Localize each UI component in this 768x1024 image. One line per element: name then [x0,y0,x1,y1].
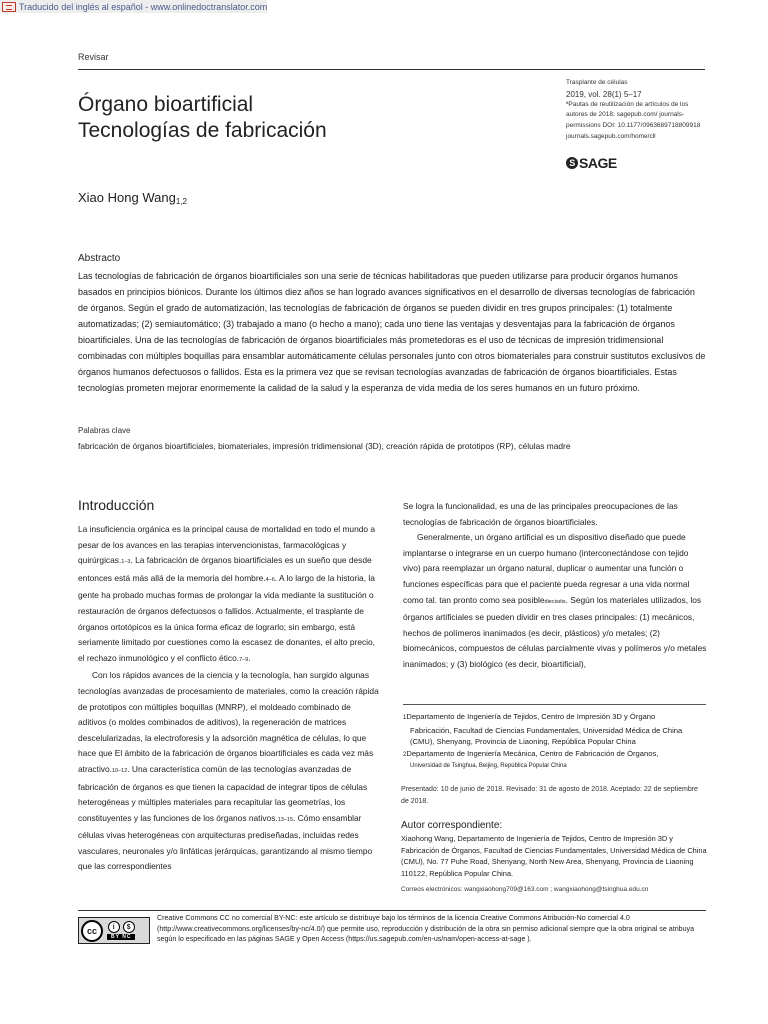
intro-p4-text-b: . Según los materiales utilizados, los órganos artificiales se pueden dividir en tres clases principales: (1) mecánicos, hechos de polímeros inanimados (es decir, plásticos) y/o metales; (2) biomecánicos, compuestos de células parcialmente vivas y polímeros y/o metales inanimados; y (3) biológico (es decir, bioartificial), [403,594,707,669]
citation-ref[interactable]: 7–9 [239,656,249,663]
intro-paragraph-4 [403,530,707,672]
author-name: Xiao Hong Wang [78,190,176,205]
correspondence-emails[interactable]: Correos electrónicos: wangxiaohong709@163.com ; wangxiaohong@tsinghua.edu.cn [401,886,649,893]
author-line [78,190,187,205]
intro-paragraph-1 [78,522,380,668]
intro-p2-text-b: . Una característica común de las tecnologías avanzadas de fabricación de órganos es que tienen la capacidad de integrar tipos de células heterogéneas y múltiples materiales para recapitular las geometrías, los constituyentes y las funciones de los órganos nativos. [78,763,368,823]
cc-license-icons [107,921,135,940]
author-affiliation-marks: 1,2 [175,197,187,206]
journal-metadata [566,78,706,143]
attribution-icon: i [108,921,120,933]
affiliation-2 [403,748,707,762]
sage-logo-icon: S [566,157,578,169]
intro-paragraph-2 [78,668,380,875]
cc-icon: cc [81,920,103,942]
intro-p1-text-a: La insuficiencia orgánica es la principal causa de mortalidad en todo el mundo a pesar de los avances en las terapias intervencionistas, farmacológicas y quirúrgicas. [78,524,376,566]
affiliation-2-number: 2 [403,751,407,758]
license-text: Creative Commons CC no comercial BY-NC: este artículo se distribuye bajo los términos de la licencia Creative Commons Atribución-No comercial 4.0 (http://www.creativecommons.org/licenses/by-nc/4.0/) que permite uso, reproducción y distribución de la obra sin permiso adicional siempre que la obra original se atribuya según lo especificado en las páginas SAGE y Open Access (https://us.sagepub.com/en-us/nam/open-access-at-sage ). [157,914,695,943]
abstract-text: Las tecnologías de fabricación de órganos bioartificiales son una serie de técnicas habilitadoras que pueden utilizarse para producir órganos humanos basados en principios biónicos. Durante los últimos diez años se han logrado avances significativos en el desarrollo de diversas tecnologías de fabricación de órganos. Según el grado de automatización, las tecnologías de fabricación de órganos se pueden dividir en tres grupos principales: (1) totalmente automatizadas; (2) semiautomático; (3) trabajado a mano (o hecho a mano); cada uno tiene las ventajas y desventajas para la fabricación de órganos bioartificiales. Una de las tecnologías de fabricación de órganos bioartificiales más prometedoras es el uso de técnicas de impresión tridimensional combinadas con múltiples boquillas para ensamblar automáticamente células personales junto con otros biomateriales para construir sustitutos exclusivos de órganos humanos defectuosos o fallidos. Esta es la primera vez que se revisan tecnologías avanzadas de fabricación de órganos bioartificiales. Estas tecnologías prometen mejorar enormemente la calidad de la salud y la esperanza de vida media de los seres humanos en un futuro próximo. [78,271,706,393]
journal-rights: ªPautas de reutilización de artículos de los autores de 2018: sagepub.com/ journals-permissions DOI: 10.1177/0963689718809918 journals.sagepub.com/home/cll [566,100,701,140]
journal-volume: 2019, vol. 28(1) 5–17 [566,89,642,99]
cc-license-label: BY NC [107,934,135,940]
abstract-heading: Abstracto [78,253,121,264]
top-divider [78,69,705,70]
citation-ref[interactable]: 4–6 [265,576,275,583]
keywords-text: fabricación de órganos bioartificiales, biomateriales, impresión tridimensional (3D), creación rápida de prototipos (RP), células madre [78,441,571,451]
affiliation-1-continued: Fabricación, Facultad de Ciencias Fundamentales, Universidad Médica de China (CMU), Shenyang, Provincia de Liaoning, República Popular China [410,725,683,746]
translator-banner[interactable] [0,0,267,13]
sage-logo-text: SAGE [579,155,617,171]
intro-p4-text-a: Generalmente, un órgano artificial es un dispositivo diseñado que puede implantarse o integrarse en un cuerpo humano (interconectándose con tejido vivo) para reemplazar un órgano natural, duplicar o aumentar una función o funciones específicas para que el paciente pueda regresar a una vida normal como tal. tan pronto como sea posible [403,532,690,605]
correspondence-heading: Autor correspondiente: [401,820,503,831]
intro-p1-text-c: . A lo largo de la historia, la gente ha probado muchas formas de prolongar la vida mediante la sustitución o restauración de órganos defectuosos o fallidos. Actualmente, el trasplante de órganos ortotópicos es la única forma eficaz de lograrlo; sin embargo, está seriamente limitado por cuestiones como la escasez de donantes, el alto precio, el rechazo inmunológico y el conflicto ético. [78,572,376,663]
citation-ref[interactable]: 1–3 [121,559,131,566]
keywords-heading: Palabras clave [78,426,131,435]
affiliation-1-number: 1 [403,715,407,721]
creative-commons-badge[interactable] [78,917,150,944]
intro-p1-text-b: . La fabricación de órganos bioartificiales es un sueño que desde entonces está más allá de la memoria del hombre. [78,555,372,583]
intro-p2-text-c: . Cómo ensamblar células vivas heterogéneas con arquitecturas prediseñadas, incluidas redes vasculares, neuronales y/o linfáticas jerárquicas, garantizando al mismo tiempo que las correspondientes [78,812,373,872]
right-column [403,499,707,673]
article-title [78,92,327,144]
affiliation-1-first-line: Departamento de Ingeniería de Tejidos, Centro de Impresión 3D y Órgano [406,712,656,721]
article-title-line-1: Órgano bioartificial [78,93,254,116]
article-title-line-2: Tecnologías de fabricación [78,119,327,142]
citation-ref[interactable]: 10–12 [111,767,128,774]
citation-ref[interactable]: dieciséis [544,598,566,605]
intro-p1-text-d: . [248,652,251,663]
translator-banner-text[interactable]: Traducido del inglés al español - www.onlinedoctranslator.com [19,1,268,12]
noncommercial-icon: $ [123,921,135,933]
journal-name: Trasplante de células [566,79,628,86]
intro-p2-text-a: Con los rápidos avances de la ciencia y la tecnología, han surgido algunas tecnologías avanzadas de procesamiento de materiales, como la creación rápida de prototipos con múltiples boquillas (MNRP), el moldeado combinado de aditivos (o moldes combinados de aditivos), la regeneración de matrices descelularizadas, la electroforesis y la adsorción magnética de células, lo que hace que El ámbito de la fabricación de órganos bioartificiales es cada vez más atractivo. [78,670,379,774]
left-column [78,522,380,875]
section-label: Revisar [78,52,109,62]
affiliation-divider [403,704,706,705]
correspondence-text: Xiaohong Wang, Departamento de Ingeniería de Tejidos, Centro de Impresión 3D y Fabricación de Órganos, Facultad de Ciencias Fundamentales, Universidad Médica de China (CMU), No. 77 Puhe Road, Shenyang, North New Area, Shenyang, Provincia de Liaoning 110122, República Popular China. [401,834,707,878]
affiliation-2-continued: Universidad de Tsinghua, Beijing, República Popular China [410,763,567,769]
introduction-heading: Introducción [78,497,155,513]
sage-logo [566,155,617,171]
intro-paragraph-3: Se logra la funcionalidad, es una de las principales preocupaciones de las tecnologías de fabricación de órganos bioartificiales. [403,501,678,527]
affiliation-1 [403,711,707,725]
translate-icon [2,2,16,12]
submission-dates: Presentado: 10 de junio de 2018. Revisado: 31 de agosto de 2018. Aceptado: 22 de septiembre de 2018. [401,786,698,805]
affiliations [403,711,707,773]
footer-divider [78,910,706,911]
affiliation-2-first-line: Departamento de Ingeniería Mecánica, Centro de Fabricación de Órganos, [406,748,659,758]
citation-ref[interactable]: 13–15 [277,816,294,823]
